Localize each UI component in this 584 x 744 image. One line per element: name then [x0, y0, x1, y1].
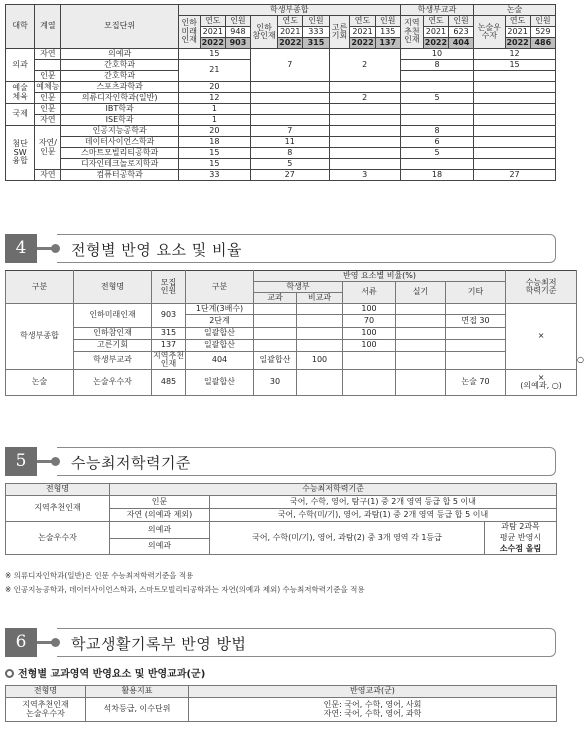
value-regional [400, 71, 473, 82]
track-medical: 의예과 [110, 522, 210, 539]
year-2021: 2021 [350, 27, 375, 38]
year-2022: 2022 [351, 37, 374, 47]
value-goryo [329, 115, 400, 126]
value-essay: 27 [474, 170, 556, 181]
header-future-talent: 인하 미래 인재 [178, 16, 200, 49]
value-regional [400, 115, 473, 126]
header-name: 전형명 [6, 686, 86, 698]
section-title: 학교생활기록부 반영 방법 [71, 635, 247, 653]
value-future: 20 [178, 126, 250, 137]
value-inha [251, 115, 330, 126]
rule-medical: 국어, 수학(미/기), 영어, 과탐(2) 중 3개 영역 각 1등급 [210, 522, 485, 555]
header-quota: 모집 인원 [152, 271, 186, 304]
min-essay: × (의예과, ○) [506, 369, 577, 395]
names-cell: 지역추천인재 논술우수자 [6, 698, 86, 722]
count-2022: 404 [448, 38, 473, 49]
value-essay [474, 148, 556, 159]
unit-cell: IBT학과 [61, 104, 178, 115]
track-medical: 의예과 [110, 538, 210, 555]
header-count: 인원 [530, 16, 555, 27]
header-name: 전형명 [74, 271, 152, 304]
value-future: 12 [178, 93, 250, 104]
count-2022: 137 [375, 38, 400, 49]
value-inha: 5 [251, 159, 330, 170]
value-essay [474, 159, 556, 170]
name-goryo: 고른기회 [74, 340, 152, 352]
header-other: 기타 [446, 282, 506, 304]
docs-value: 100 [343, 328, 396, 340]
unit-cell: 의예과 [61, 49, 178, 60]
section-number: 4 [5, 234, 37, 263]
value-essay [474, 104, 556, 115]
reflection-ratio-table: 구분 전형명 모집 인원 구분 반영 요소별 비율(%) 수능최저 학력기준 학생부 서류 실기 기타 교과 비교과 학생부종합 인하미래인재 903 1단계(3배수) 100 × 2단계 70 면접 30 인하참인재 315 일괄합산 100 고른기회 137 일괄합산 100 학생부교과 지역추천인재 404 일괄합산 100 ○ 논술 논술우수자 485 일괄합산 30 논술 70 × (의예과, ○) [5, 270, 577, 396]
value-goryo [329, 82, 400, 93]
value-regional: 10 [400, 49, 473, 60]
header-subject: 교과 [254, 293, 297, 304]
value-essay [474, 71, 556, 82]
value-goryo [329, 148, 400, 159]
year-2021: 2021 [278, 27, 303, 38]
method: 일괄합산 [254, 352, 297, 370]
value-future: 20 [178, 82, 250, 93]
header-year: 연도 [505, 16, 530, 27]
value-goryo: 3 [329, 170, 400, 181]
stage-1: 1단계(3배수) [186, 304, 254, 315]
group-medical: 의과 [6, 49, 35, 82]
value-essay: 12 [474, 49, 556, 60]
header-docs: 서류 [343, 282, 396, 304]
name-regional: 지역추천인재 [153, 351, 184, 369]
value-regional: 5 [400, 93, 473, 104]
value-inha: 27 [251, 170, 330, 181]
value-goryo: 2 [329, 49, 400, 82]
value-essay [474, 93, 556, 104]
unit-cell: 컴퓨터공학과 [61, 170, 178, 181]
section-6-header [5, 628, 556, 657]
header-student-comprehensive: 학생부종합 [178, 5, 400, 16]
header-inha-talent: 인하 참인재 [251, 16, 278, 49]
value-inha [251, 93, 330, 104]
name-essay: 논술우수자 [74, 369, 152, 395]
value-future: 1 [178, 104, 250, 115]
rounding-note: 과탐 2과목 평균 반영시 소수점 올림 [485, 522, 557, 555]
unit-cell: 간호학과 [61, 60, 178, 71]
header-field: 계열 [35, 5, 61, 49]
docs-value: 70 [343, 315, 396, 328]
count-2022: 903 [225, 38, 250, 49]
field-cell: 자연/ 인문 [35, 126, 61, 170]
year-2021: 2021 [200, 27, 225, 38]
value-future: 15 [178, 148, 250, 159]
unit-cell: ISE학과 [61, 115, 178, 126]
cat-essay: 논술 [6, 369, 74, 395]
value-inha: 11 [251, 137, 330, 148]
cat-comprehensive: 학생부종합 [6, 304, 74, 370]
subheading: 전형별 교과영역 반영요소 및 반영교과(군) [5, 665, 205, 680]
field-cell: 자연 [35, 170, 61, 181]
group-arts: 예술 체육 [6, 82, 35, 104]
value-regional: 8 [400, 60, 473, 71]
unit-cell: 스포츠과학과 [61, 82, 178, 93]
header-year: 연도 [200, 16, 225, 27]
quota-future: 903 [152, 304, 186, 328]
index-cell: 석차등급, 이수단위 [86, 698, 189, 722]
section-number: 6 [5, 628, 37, 657]
year-2022: 2022 [279, 37, 302, 47]
year-2022: 2022 [201, 37, 224, 47]
year-2021: 2021 [505, 27, 530, 38]
value-goryo [329, 104, 400, 115]
name-essay: 논술우수자 [6, 522, 110, 555]
track-natural: 자연 (의예과 제외) [110, 509, 210, 522]
value-future: 18 [178, 137, 250, 148]
method: 일괄합산 [186, 328, 254, 340]
header-year: 연도 [278, 16, 303, 27]
quota-essay: 485 [152, 369, 186, 395]
value-goryo [329, 126, 400, 137]
value-regional: 18 [400, 170, 473, 181]
value-goryo: 2 [329, 93, 400, 104]
group-intl: 국제 [6, 104, 35, 126]
year-2022: 2022 [424, 37, 448, 47]
header-practical: 실기 [396, 282, 446, 304]
header-count: 인원 [375, 16, 400, 27]
field-cell: 자연 [35, 49, 61, 60]
method: 일괄합산 [186, 369, 254, 395]
value-future: 33 [178, 170, 250, 181]
section-4-header [5, 234, 556, 263]
field-cell: 자연 [35, 115, 61, 126]
header-min-standard: 수능최저 학력기준 [506, 271, 577, 304]
value-inha: 7 [251, 49, 330, 82]
value-future: 15 [178, 49, 250, 60]
value-essay [474, 115, 556, 126]
subject-value: 30 [254, 369, 297, 395]
value-future: 21 [178, 60, 250, 82]
quota-regional: 404 [186, 352, 254, 370]
value-future: 1 [178, 115, 250, 126]
value-regional: 5 [400, 148, 473, 159]
quota-goryo: 137 [152, 340, 186, 352]
count-2022: 486 [530, 38, 555, 49]
min-none: × [506, 304, 577, 370]
section-5-header [5, 447, 556, 476]
circle-bullet-icon [5, 669, 14, 678]
value-inha: 8 [251, 148, 330, 159]
header-year: 연도 [423, 16, 448, 27]
docs-value: 100 [343, 340, 396, 352]
header-regional: 지역 추천 인재 [400, 16, 423, 49]
other-value: 면접 30 [446, 315, 506, 328]
field-cell: 인문 [35, 71, 61, 82]
value-essay [474, 137, 556, 148]
rule-humanities: 국어, 수학, 영어, 탐구(1) 중 2개 영역 등급 합 5 이내 [210, 496, 557, 509]
unit-cell: 간호학과 [61, 71, 178, 82]
unit-cell: 의류디자인학과(일반) [61, 93, 178, 104]
header-min: 수능최저학력기준 [110, 484, 557, 496]
value-essay: 15 [474, 60, 556, 71]
year-2021: 2021 [423, 27, 448, 38]
header-essay-excellent: 논술우 수자 [474, 16, 505, 49]
value-regional [400, 104, 473, 115]
header-student-subject: 학생부교과 [400, 5, 473, 16]
header-count: 인원 [448, 16, 473, 27]
value-goryo [329, 159, 400, 170]
value-inha [251, 104, 330, 115]
min-standard-table [5, 483, 557, 555]
count-2021: 529 [530, 27, 555, 38]
group-advanced-sw: 첨단 SW 융합 [6, 126, 35, 181]
header-goryo: 고른 기회 [329, 16, 350, 49]
unit-cell: 디자인테크놀로지학과 [61, 159, 178, 170]
value-essay [474, 126, 556, 137]
method: 일괄합산 [186, 340, 254, 352]
value-essay [474, 82, 556, 93]
cat-subject: 학생부교과 [74, 352, 152, 370]
value-regional: 8 [400, 126, 473, 137]
docs-value: 100 [343, 304, 396, 315]
note-1: ※ 의류디자인학과(일반)은 인문 수능최저학력기준을 적용 [5, 571, 194, 580]
header-cat: 구분 [6, 271, 74, 304]
header-count: 인원 [303, 16, 329, 27]
header-cat2: 구분 [186, 271, 254, 304]
subject-value: 100 [297, 352, 343, 370]
rule-natural: 국어, 수학(미/기), 영어, 과탐(1) 중 2개 영역 등급 합 5 이내 [210, 509, 557, 522]
stage-2: 2단계 [186, 315, 254, 328]
count-2021: 333 [303, 27, 329, 38]
value-inha: 7 [251, 126, 330, 137]
unit-cell: 인공지능공학과 [61, 126, 178, 137]
count-2021: 948 [225, 27, 250, 38]
year-2022: 2022 [506, 37, 529, 47]
header-univ: 대학 [6, 5, 35, 49]
header-nonsubject: 비교과 [297, 293, 343, 304]
section-number: 5 [5, 447, 37, 476]
name-regional: 지역추천인재 [6, 496, 110, 522]
count-2021: 623 [448, 27, 473, 38]
value-regional: 6 [400, 137, 473, 148]
admission-quota-table [5, 4, 556, 181]
value-regional [400, 82, 473, 93]
field-cell [35, 60, 61, 71]
value-inha [251, 82, 330, 93]
header-record: 학생부 [254, 282, 343, 293]
header-index: 활용지표 [86, 686, 189, 698]
note-2: ※ 인공지능공학과, 데이터사이언스학과, 스마트모빌리티공학과는 자연(의예과 제외) 수능최저학력기준을 적용 [5, 585, 365, 594]
header-unit: 모집단위 [61, 5, 178, 49]
track-humanities: 인문 [110, 496, 210, 509]
field-cell: 예체능 [36, 81, 60, 91]
unit-cell: 스마트모빌리티공학과 [61, 148, 178, 159]
field-cell: 인문 [35, 104, 61, 115]
header-ratio: 반영 요소별 비율(%) [254, 271, 506, 282]
header-count: 인원 [225, 16, 250, 27]
subjects-cell: 인문: 국어, 수학, 영어, 사회 자연: 국어, 수학, 영어, 과학 [189, 698, 557, 722]
other-value: 논술 70 [446, 369, 506, 395]
header-subjects: 반영교과(군) [189, 686, 557, 698]
value-goryo [329, 137, 400, 148]
header-name: 전형명 [6, 484, 110, 496]
section-title: 수능최저학력기준 [71, 454, 191, 472]
count-2022: 315 [303, 38, 329, 49]
value-regional [400, 159, 473, 170]
value-future: 15 [178, 159, 250, 170]
name-future: 인하미래인재 [74, 304, 152, 328]
header-year: 연도 [350, 16, 375, 27]
count-2021: 135 [375, 27, 400, 38]
section-title: 전형별 반영 요소 및 비율 [71, 241, 242, 259]
quota-inha: 315 [152, 328, 186, 340]
field-cell: 인문 [35, 93, 61, 104]
school-record-table [5, 685, 557, 722]
name-inha: 인하참인재 [74, 328, 152, 340]
header-essay: 논술 [474, 5, 556, 16]
unit-cell: 데이터사이언스학과 [61, 137, 178, 148]
